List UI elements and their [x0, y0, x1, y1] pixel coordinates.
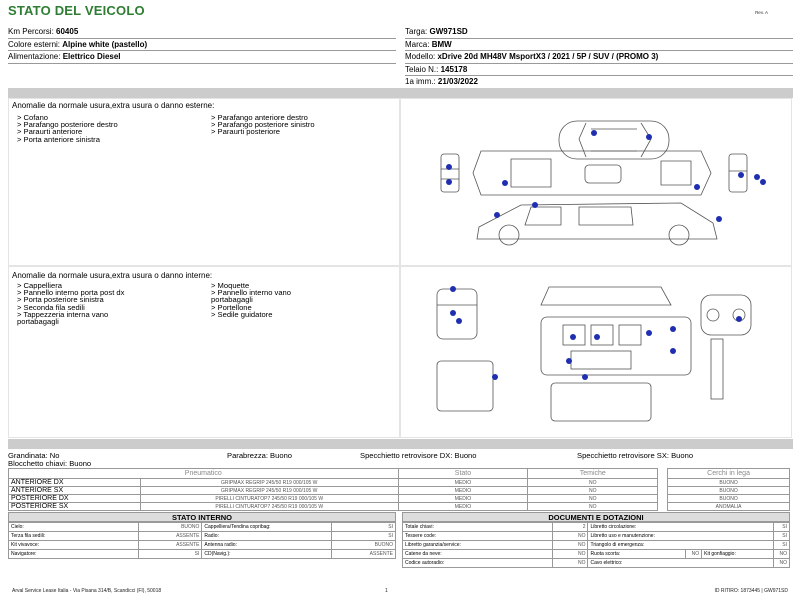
info-telaio: Telaio N.: 145178 [405, 64, 793, 77]
condition-blocchetto: Blocchetto chiavi: Buono [8, 459, 92, 468]
table-row [9, 479, 790, 487]
table-row [403, 523, 790, 532]
list-item: > Seconda fila sedili [17, 302, 85, 312]
condition-grandinata: Grandinata: No [8, 451, 60, 460]
condition-specchio-sx: Specchietto retrovisore SX: Buono [577, 451, 694, 460]
condition-specchio-dx: Specchietto retrovisore DX: Buono [360, 451, 477, 460]
kv-key: Tessere code: [403, 532, 553, 541]
documenti-title: DOCUMENTI E DOTAZIONI [402, 512, 790, 522]
info-colore: Colore esterni: Alpine white (pastello) [8, 39, 396, 52]
stato-interno-table [8, 522, 396, 559]
tyre-temiche: NO [528, 495, 658, 503]
kv-key: Libretto circolazione: [588, 523, 774, 532]
kv-key: Totale chiavi: [403, 523, 553, 532]
separator-bar [8, 88, 793, 98]
info-marca: Marca: BMW [405, 39, 793, 52]
footer-page-number: 1 [385, 588, 388, 594]
list-item: > Sedile guidatore [211, 309, 273, 319]
internal-damage-panel [8, 266, 400, 438]
kv-key: Catene da neve: [403, 550, 553, 559]
kv-key: Antenna radio: [202, 541, 332, 550]
list-item: > Cofano [17, 113, 49, 122]
list-item: portabagagli [17, 317, 59, 327]
tyre-stato: MEDIO [398, 479, 528, 487]
internal-damage-list-1 [17, 282, 124, 325]
info-modello: Modello: xDrive 20d MH48V MsportX3 / 2021 / 5P / SUV / (PROMO 3) [405, 51, 793, 64]
interior-front-view [437, 289, 477, 339]
kv-value: SI [773, 541, 789, 550]
kv-value: ASSENTE [332, 550, 396, 559]
kv-key: Radio: [202, 532, 332, 541]
table-row [9, 503, 790, 511]
kv-key: CD(Navig.): [202, 550, 332, 559]
table-row [9, 541, 396, 550]
kv-value: NO [773, 550, 789, 559]
documenti-box [402, 512, 790, 568]
damage-markers [450, 286, 742, 380]
kv-value: ASSENTE [138, 541, 202, 550]
list-item: > Porta posteriore sinistra [17, 295, 104, 305]
list-item: > Portellone [211, 302, 252, 312]
table-row [403, 550, 790, 559]
list-item: > Tappezzeria interna vano [17, 309, 109, 319]
kv-key: Triangolo di emergenza: [588, 541, 774, 550]
list-item: > Paraurti posteriore [211, 127, 281, 137]
kv-value: NO [552, 532, 588, 541]
vehicle-info-right [405, 26, 793, 89]
header-pneumatico: Pneumatico [9, 469, 399, 479]
internal-damage-list-2 [211, 282, 291, 318]
tyre-temiche: NO [528, 503, 658, 511]
tyre-cerchi: ANOMALIA [668, 503, 790, 511]
revision-label: Rev. A [755, 10, 768, 15]
list-item: > Parafango posteriore destro [17, 120, 118, 130]
kv-key: Codice autoradio: [403, 559, 553, 568]
footer-company: Arval Service Lease Italia - Via Pisana 314/B, Scandicci (FI), 50018 [12, 588, 162, 594]
kv-value: NO [552, 559, 588, 568]
tyre-model: GRIPMAX REGRIP 245/50 R19 000/105 W [140, 487, 398, 495]
kv-key: Libretto uso e manutenzione: [588, 532, 774, 541]
kv-key: Kit vivavoce: [9, 541, 139, 550]
external-damage-list-2 [211, 114, 315, 136]
tyre-position: POSTERIORE SX [9, 503, 141, 511]
car-front-view [441, 154, 459, 192]
interior-top-view [541, 287, 691, 375]
kv-value: BUONO [138, 523, 202, 532]
table-row [9, 550, 396, 559]
vehicle-info-left [8, 26, 396, 64]
kv-value: ASSENTE [138, 532, 202, 541]
kv-key: Kit gonfiaggio: [702, 550, 774, 559]
kv-value: SI [773, 532, 789, 541]
kv-value: 2 [552, 523, 588, 532]
tyre-stato: MEDIO [398, 503, 528, 511]
list-item: > Pannello interno porta post dx [17, 288, 125, 298]
stato-interno-box [8, 512, 396, 559]
tyre-model: PIRELLI CINTURATOP7 245/50 R19 000/105 W [140, 495, 398, 503]
list-item: > Parafango anteriore destro [211, 113, 308, 122]
tyre-cerchi: BUONO [668, 487, 790, 495]
tyre-cerchi: BUONO [668, 479, 790, 487]
list-item: > Parafango posteriore sinistro [211, 120, 315, 130]
external-damage-list-1 [17, 114, 118, 143]
car-rear-view [729, 154, 747, 192]
footer-id: ID RITIRO: 1873445 | GW971SD [714, 588, 788, 594]
tyre-temiche: NO [528, 479, 658, 487]
table-row [9, 523, 396, 532]
kv-value: SI [332, 523, 396, 532]
info-alimentazione: Alimentazione: Elettrico Diesel [8, 51, 396, 64]
list-item: portabagagli [211, 295, 253, 305]
header-temiche: Temiche [528, 469, 658, 479]
kv-key: Cappelliera/Tendina copribag: [202, 523, 332, 532]
page-title: STATO DEL VEICOLO [8, 3, 145, 18]
list-item: > Pannello interno vano [211, 288, 292, 298]
car-interior-diagram [401, 267, 793, 439]
tyre-model: PIRELLI CINTURATOP7 245/50 R19 000/105 W [140, 503, 398, 511]
table-row [403, 532, 790, 541]
tyres-table [8, 468, 790, 511]
external-damage-panel [8, 98, 400, 266]
tyres-header-row [9, 469, 790, 479]
tyre-position: POSTERIORE DX [9, 495, 141, 503]
list-item: > Porta anteriore sinistra [17, 134, 100, 144]
car-side-view [477, 203, 717, 245]
list-item: > Moquette [211, 281, 250, 290]
kv-value: BUONO [332, 541, 396, 550]
kv-key: Cavo elettrico: [588, 559, 774, 568]
table-row [403, 559, 790, 568]
kv-key: Libretto garanzia/service: [403, 541, 553, 550]
external-damage-title: Anomalie da normale usura,extra usura o danno esterne: [12, 101, 215, 110]
kv-value: NO [773, 559, 789, 568]
kv-value: NO [686, 550, 702, 559]
kv-value: NO [552, 550, 588, 559]
stato-interno-title: STATO INTERNO [8, 512, 396, 522]
table-row [9, 487, 790, 495]
kv-key: Cielo: [9, 523, 139, 532]
kv-key: Ruota scorta: [588, 550, 686, 559]
internal-diagram-panel [400, 266, 792, 438]
kv-value: SI [332, 532, 396, 541]
tyre-position: ANTERIORE SX [9, 487, 141, 495]
header-cerchi: Cerchi in lega [668, 469, 790, 479]
condition-parabrezza: Parabrezza: Buono [227, 451, 293, 460]
table-row [9, 495, 790, 503]
tyre-cerchi: BUONO [668, 495, 790, 503]
info-targa: Targa: GW971SD [405, 26, 793, 39]
kv-value: SI [773, 523, 789, 532]
interior-dashboard-view [701, 295, 751, 399]
tyre-position: ANTERIORE DX [9, 479, 141, 487]
list-item: > Paraurti anteriore [17, 127, 83, 137]
table-row [403, 541, 790, 550]
damage-markers [446, 130, 766, 222]
internal-damage-title: Anomalie da normale usura,extra usura o danno interne: [12, 271, 213, 280]
tyre-stato: MEDIO [398, 495, 528, 503]
list-item: > Cappelliera [17, 281, 62, 290]
kv-value: SI [138, 550, 202, 559]
external-diagram-panel [400, 98, 792, 266]
info-km: Km Percorsi: 60405 [8, 26, 396, 39]
car-exterior-diagram [401, 99, 793, 267]
info-immatricolazione: 1a imm.: 21/03/2022 [405, 76, 793, 89]
tyre-model: GRIPMAX REGRIP 245/50 R19 000/105 W [140, 479, 398, 487]
documenti-table [402, 522, 790, 568]
table-row [9, 532, 396, 541]
kv-key: Navigatore: [9, 550, 139, 559]
tyre-temiche: NO [528, 487, 658, 495]
car-plan-view [473, 151, 711, 195]
car-top-view [559, 121, 669, 159]
kv-key: Terza fila sedili: [9, 532, 139, 541]
separator-bar [8, 439, 793, 449]
interior-doors-view [437, 361, 651, 421]
header-stato: Stato [398, 469, 528, 479]
kv-value: NO [552, 541, 588, 550]
tyre-stato: MEDIO [398, 487, 528, 495]
